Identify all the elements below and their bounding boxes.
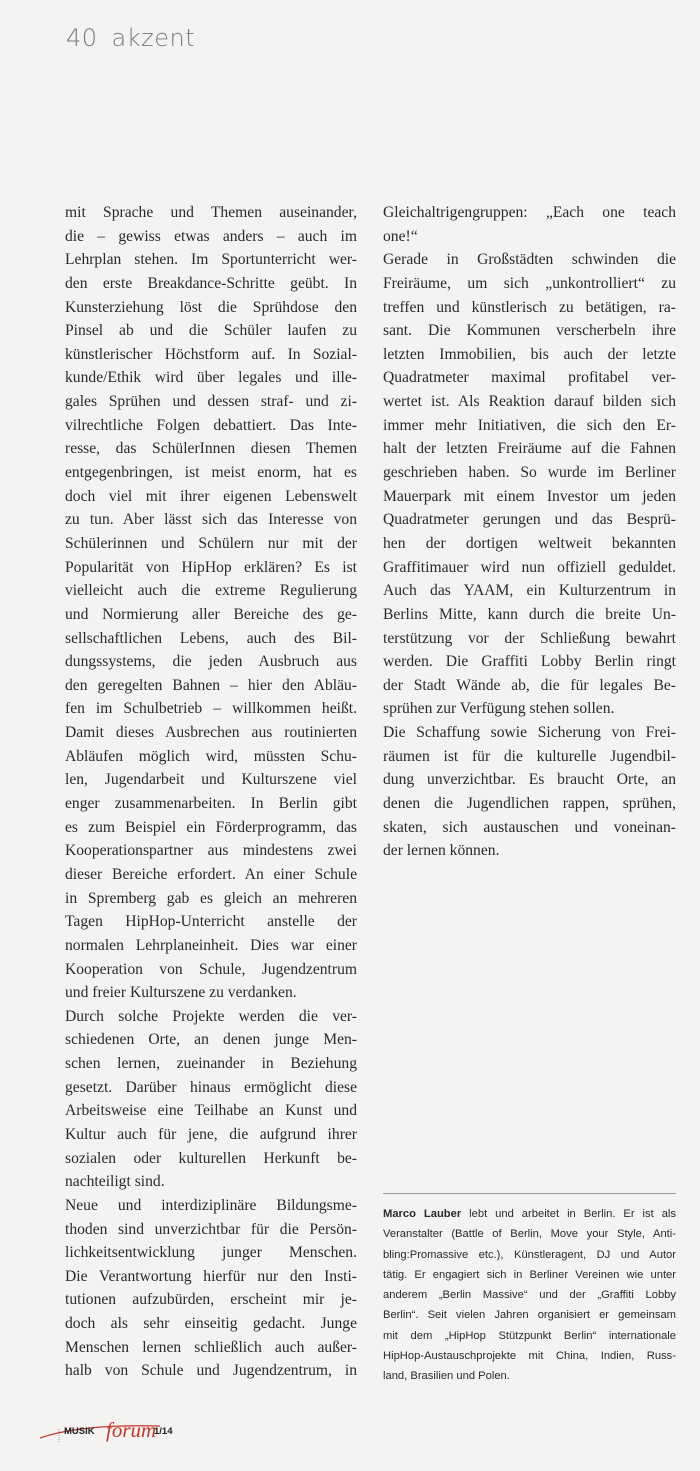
text-line: Damit dieses Ausbrechen aus routinierten: [65, 724, 357, 742]
bio-line: Berlin“. Seit vielen Jahren organisiert er gemeinsam: [383, 1309, 676, 1322]
author-bio: [383, 1193, 676, 1387]
text-line: Lehrplan stehen. Im Sportunterricht wer-: [65, 251, 357, 269]
text-line: sant. Die Kommunen verscherbeln ihre: [383, 322, 676, 340]
bio-line: [383, 1204, 676, 1224]
article-column-right: [383, 201, 676, 863]
text-line: Auch das YAAM, ein Kulturzentrum in: [383, 582, 676, 600]
text-line: Kooperationspartner aus mindestens zwei: [65, 842, 357, 860]
text-line: den erste Breakdance-Schritte geübt. In: [65, 274, 357, 292]
text-line: der lernen können.: [383, 842, 500, 860]
text-line: thoden sind unverzichtbar für die Persön-: [65, 1220, 357, 1238]
text-line: der Stadt Wände ab, die für legales Be-: [383, 676, 676, 694]
text-line: den geregelten Bahnen – hier den Abläu-: [65, 676, 357, 694]
footer-logo: [40, 1418, 210, 1448]
footer-brand-musik: MUSIK: [64, 1426, 95, 1437]
text-line: künstlerischer Höchstform auf. In Sozial-: [65, 345, 357, 363]
text-line: hen der dortigen weltweit bekannten: [383, 534, 676, 552]
text-line: fen im Schulbetrieb – willkommen heißt.: [65, 700, 357, 718]
text-line: halt der letzten Freiräume auf die Fahnen: [383, 440, 676, 458]
bio-line: tätig. Er engagiert sich in Berliner Vereinen wie unter: [383, 1268, 676, 1281]
text-line: räumen ist für die kulturelle Jugendbil-: [383, 747, 676, 765]
section-title: akzent: [111, 24, 196, 52]
text-line: Quadratmeter gerungen und das Besprü-: [383, 511, 676, 529]
bio-line: bling:Promassive etc.), Künstleragent, DJ und Autor: [383, 1248, 676, 1261]
text-line: treffen und künstlerisch zu betätigen, ra-: [383, 298, 676, 316]
bio-line: land, Brasilien und Polen.: [383, 1370, 510, 1383]
page-number: 40: [66, 24, 98, 52]
text-line: Mauerpark mit einem Investor um jeden: [383, 487, 676, 505]
text-line: zu tun. Aber lässt sich das Interesse von: [65, 511, 357, 529]
text-line: len, Jugendarbeit und Kulturszene viel: [65, 771, 357, 789]
text-line: denen die Jugendlichen rappen, sprühen,: [383, 795, 676, 813]
text-line: schiedenen Orte, an denen junge Men-: [65, 1031, 357, 1049]
text-line: letzten Immobilien, bis auch der letzte: [383, 345, 676, 363]
text-line: enger zusammenarbeiten. In Berlin gibt: [65, 795, 357, 813]
text-line: und Normierung aller Bereiche des ge-: [65, 605, 357, 623]
text-line: Menschen lernen schließlich auch außer-: [65, 1338, 357, 1356]
text-line: es zum Beispiel ein Förderprogramm, das: [65, 818, 357, 836]
text-line: Kunsterziehung löst die Sprühdose den: [65, 298, 357, 316]
text-line: Gleichaltrigengruppen: „Each one teach: [383, 204, 676, 221]
article-column-left: [65, 201, 357, 1383]
text-line: Abläufen möglich wird, müssten Schu-: [65, 747, 357, 765]
text-line: entgegenbringen, ist meist enorm, hat es: [65, 464, 357, 482]
text-line: sprühen zur Verfügung stehen sollen.: [383, 700, 615, 718]
bio-first-line: lebt und arbeitet in Berlin. Er ist als: [461, 1208, 677, 1220]
text-line: dieser Bereiche erfordert. An einer Schule: [65, 865, 357, 883]
footer-brand-forum: forum: [106, 1418, 157, 1442]
text-line: doch viel mit ihrer eigenen Lebenswelt: [65, 487, 357, 505]
text-line: Schülerinnen und Schülern nur mit der: [65, 534, 357, 552]
text-line: Die Verantwortung hierfür nur den Insti-: [65, 1267, 357, 1285]
text-line: Neue und interdiziplinäre Bildungsme-: [65, 1196, 357, 1214]
text-line: Kultur auch für jene, die aufgrund ihrer: [65, 1125, 357, 1143]
text-line: schen lernen, zueinander in Beziehung: [65, 1055, 357, 1073]
text-line: gesetzt. Darüber hinaus ermöglicht diese: [65, 1078, 357, 1096]
page-header: [66, 24, 195, 52]
text-line: Berlins Mitte, kann durch die breite Un-: [383, 605, 676, 623]
text-line: Die Schaffung sowie Sicherung von Frei-: [383, 724, 676, 742]
text-line: halb von Schule und Jugendzentrum, in: [65, 1362, 357, 1380]
text-line: dungssystems, die jeden Ausbruch aus: [65, 653, 357, 671]
text-line: sozialen oder kulturellen Herkunft be-: [65, 1149, 357, 1167]
bio-line: HipHop-Austauschprojekte mit China, Indien, Russ-: [383, 1350, 676, 1363]
text-line: Gerade in Großstädten schwinden die: [383, 251, 676, 269]
text-line: terstützung vor der Schließung bewahrt: [383, 629, 676, 647]
text-line: one!“: [383, 227, 418, 245]
text-line: normalen Lehrplaneinheit. Dies war einer: [65, 936, 357, 954]
bio-line: mit dem „HipHop Stützpunkt Berlin“ internationale: [383, 1329, 676, 1342]
text-line: die – gewiss etwas anders – auch im: [65, 227, 357, 245]
text-line: lichkeitsentwicklung junger Menschen.: [65, 1244, 357, 1262]
text-line: doch als sehr einseitig gedacht. Junge: [65, 1315, 357, 1333]
text-line: gales Sprühen und dessen straf- und zi-: [65, 393, 357, 411]
text-line: vilrechtliche Folgen debattiert. Das Inte-: [65, 416, 357, 434]
text-line: mit Sprache und Themen auseinander,: [65, 204, 357, 221]
author-name: Marco Lauber: [383, 1208, 462, 1220]
text-line: tutionen aufzubürden, erscheint mir je-: [65, 1291, 357, 1309]
text-line: Kooperation von Schule, Jugendzentrum: [65, 960, 357, 978]
text-line: kunde/Ethik wird über legales und ille-: [65, 369, 357, 387]
text-line: Pinsel ab und die Schüler laufen zu: [65, 322, 357, 340]
text-line: nachteiligt sind.: [65, 1173, 165, 1191]
text-line: vielleicht auch die extreme Regulierung: [65, 582, 357, 600]
bio-line: anderem „Berlin Massive“ und der „Graffiti Lobby: [383, 1289, 676, 1302]
text-line: skaten, sich austauschen und voneinan-: [383, 818, 676, 836]
bio-lines: [383, 1224, 676, 1386]
bio-line: Veranstalter (Battle of Berlin, Move your Style, Anti-: [383, 1228, 676, 1241]
text-line: wertet ist. Als Reaktion darauf bilden sich: [383, 393, 676, 411]
text-line: in Spremberg gab es gleich an mehreren: [65, 889, 357, 907]
text-line: immer mehr Initiativen, die sich den Er-: [383, 416, 676, 434]
text-line: sellschaftlichen Lebens, auch des Bil-: [65, 629, 357, 647]
text-line: Freiräume, um sich „unkontrolliert“ zu: [383, 274, 676, 292]
text-line: Graffitimauer wird nun offiziell geduldet.: [383, 558, 676, 576]
text-line: resse, das SchülerInnen diesen Themen: [65, 440, 357, 458]
text-line: Popularität von HipHop erklären? Es ist: [65, 558, 357, 576]
text-line: werden. Die Graffiti Lobby Berlin ringt: [383, 653, 676, 671]
text-line: geschrieben haben. So wurde im Berliner: [383, 464, 676, 482]
text-line: Tagen HipHop-Unterricht anstelle der: [65, 913, 357, 931]
text-line: Quadratmeter maximal profitabel ver-: [383, 369, 676, 387]
footer-issue: 1/14: [154, 1426, 173, 1437]
text-line: Durch solche Projekte werden die ver-: [65, 1007, 357, 1025]
text-line: dung unverzichtbar. Es braucht Orte, an: [383, 771, 676, 789]
text-line: und freier Kulturszene zu verdanken.: [65, 984, 297, 1002]
text-line: Arbeitsweise eine Teilhabe an Kunst und: [65, 1102, 357, 1120]
